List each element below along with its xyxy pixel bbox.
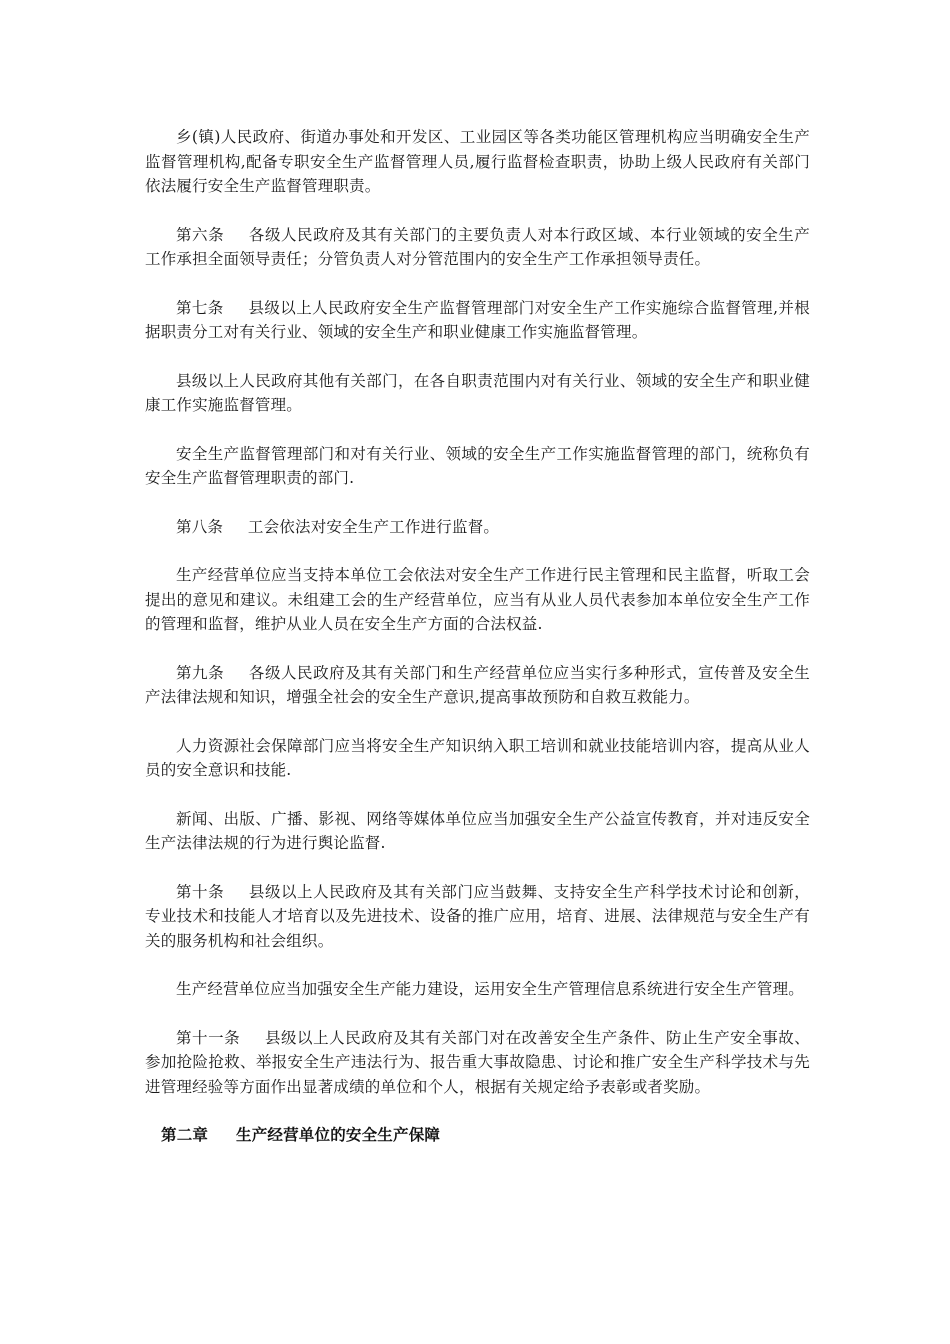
paragraph-text: 县级以上人民政府及其有关部门应当鼓舞、支持安全生产科学技术讨论和创新，专业技术和技能人才培育以及先进技术、设备的推广应用，培育、进展、法律规范与安全生产有关的服务机构和社会组织。	[145, 882, 810, 950]
article-10	[145, 880, 810, 954]
paragraph-hr-training	[145, 734, 810, 783]
paragraph-text: 各级人民政府及其有关部门和生产经营单位应当实行多种形式，宣传普及安全生产法律法规和知识，增强全社会的安全生产意识,提高事故预防和自救互救能力。	[145, 663, 810, 706]
paragraph-other-departments	[145, 369, 810, 418]
chapter-heading	[145, 1123, 810, 1148]
paragraph-text: 工会依法对安全生产工作进行监督。	[247, 517, 500, 536]
article-8	[145, 515, 810, 540]
paragraph-text: 新闻、出版、广播、影视、网络等媒体单位应当加强安全生产公益宣传教育，并对违反安全生产法律法规的行为进行舆论监督.	[145, 809, 810, 852]
chapter-title: 生产经营单位的安全生产保障	[236, 1126, 441, 1144]
article-number: 第九条	[176, 663, 225, 682]
paragraph-text: 生产经营单位应当加强安全生产能力建设，运用安全生产管理信息系统进行安全生产管理。	[176, 980, 805, 998]
paragraph-text: 县级以上人民政府安全生产监督管理部门对安全生产工作实施综合监督管理,并根据职责分工对有关行业、领域的安全生产和职业健康工作实施监督管理。	[145, 298, 810, 341]
article-number: 第七条	[176, 298, 224, 317]
paragraph-township-supervision	[145, 125, 810, 199]
article-7	[145, 296, 810, 345]
paragraph-text: 安全生产监督管理部门和对有关行业、领域的安全生产工作实施监督管理的部门，统称负有安全生产监督管理职责的部门.	[145, 444, 810, 487]
article-11	[145, 1026, 810, 1100]
paragraph-responsible-departments	[145, 442, 810, 491]
article-9	[145, 661, 810, 710]
document-body	[145, 125, 810, 1148]
paragraph-capacity-building	[145, 977, 810, 1002]
article-number: 第十一条	[176, 1028, 241, 1047]
chapter-number: 第二章	[161, 1126, 209, 1144]
paragraph-text: 各级人民政府及其有关部门的主要负责人对本行政区域、本行业领域的安全生产工作承担全面领导责任；分管负责人对分管范围内的安全生产工作承担领导责任。	[145, 225, 810, 268]
paragraph-media	[145, 807, 810, 856]
paragraph-text: 人力资源社会保障部门应当将安全生产知识纳入职工培训和就业技能培训内容，提高从业人员的安全意识和技能.	[145, 736, 810, 779]
article-6	[145, 223, 810, 272]
paragraph-union-support	[145, 563, 810, 637]
paragraph-text: 县级以上人民政府及其有关部门对在改善安全生产条件、防止生产安全事故、参加抢险抢救、举报安全生产违法行为、报告重大事故隐患、讨论和推广安全生产科学技术与先进管理经验等方面作出显著成绩的单位和个人，根据有关规定给予表彰或者奖励。	[145, 1028, 810, 1096]
paragraph-text: 乡(镇)人民政府、街道办事处和开发区、工业园区等各类功能区管理机构应当明确安全生产监督管理机构,配备专职安全生产监督管理人员,履行监督检查职责，协助上级人民政府有关部门依法履行安全生产监督管理职责。	[145, 128, 810, 195]
article-number: 第六条	[176, 225, 225, 244]
paragraph-text: 生产经营单位应当支持本单位工会依法对安全生产工作进行民主管理和民主监督，听取工会提出的意见和建议。未组建工会的生产经营单位，应当有从业人员代表参加本单位安全生产工作的管理和监督，维护从业人员在安全生产方面的合法权益.	[145, 566, 810, 633]
paragraph-text: 县级以上人民政府其他有关部门，在各自职责范围内对有关行业、领域的安全生产和职业健康工作实施监督管理。	[145, 371, 810, 414]
article-number: 第八条	[176, 517, 224, 536]
article-number: 第十条	[176, 882, 225, 901]
